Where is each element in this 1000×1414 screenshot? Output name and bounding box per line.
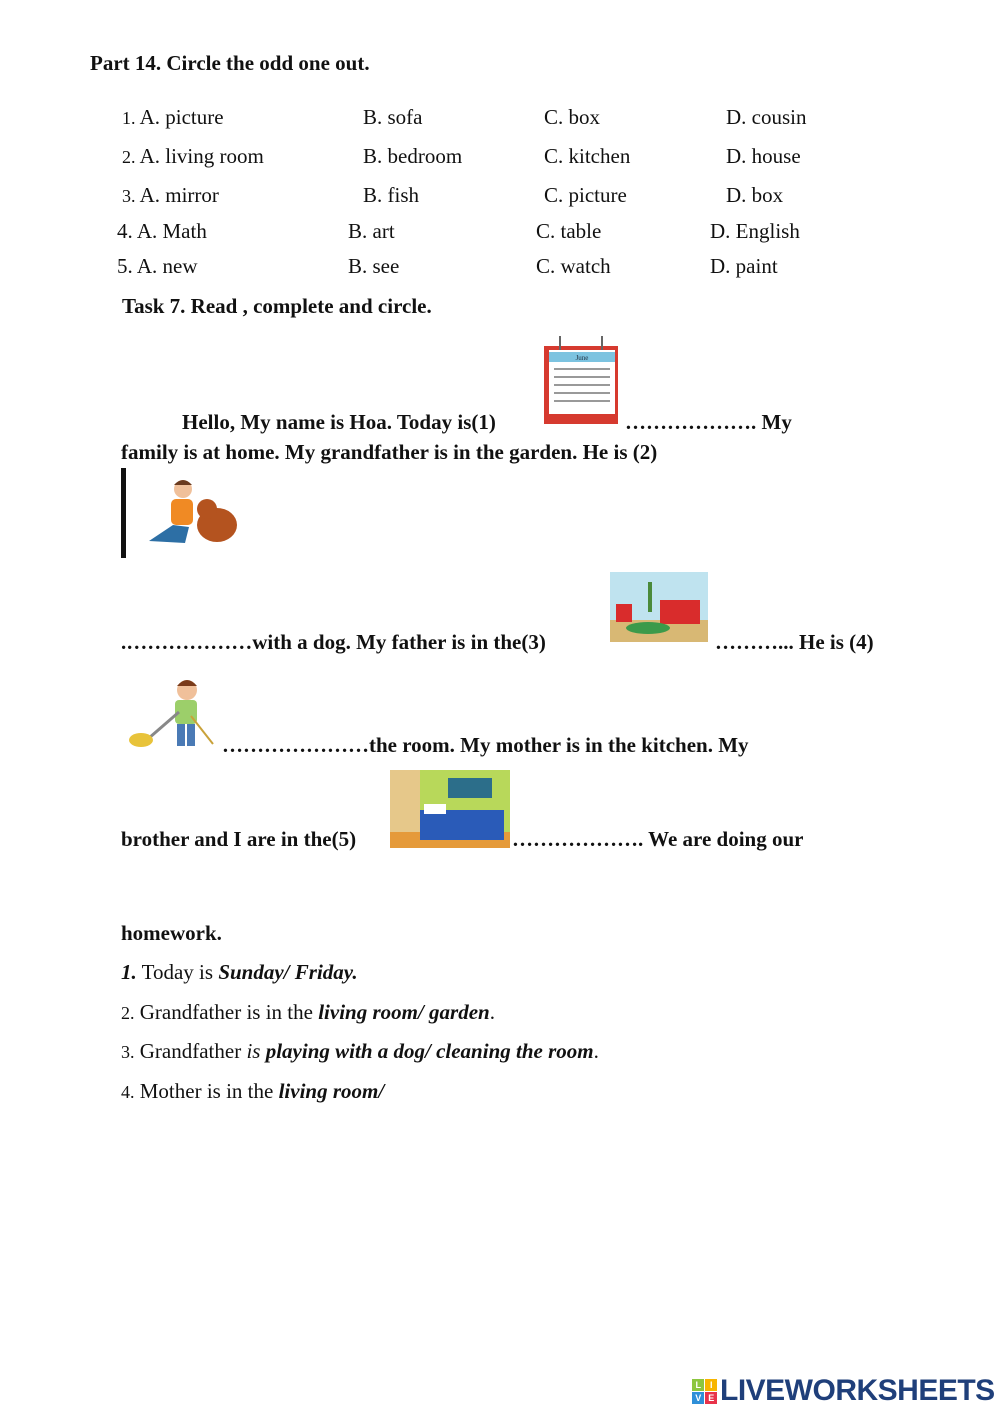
calendar-image bbox=[540, 336, 624, 428]
question-1 bbox=[121, 960, 358, 984]
option-a: A. mirror bbox=[139, 183, 219, 207]
logo-letter: V bbox=[692, 1392, 704, 1404]
question-number: 1. bbox=[121, 960, 137, 984]
row-number: 1. bbox=[122, 108, 136, 128]
question-number: 4. bbox=[121, 1082, 135, 1102]
passage-line-6: homework. bbox=[121, 921, 222, 945]
passage-line-5a: brother and I are in the(5) bbox=[121, 827, 357, 851]
question-text: Grandfather bbox=[139, 1039, 242, 1063]
row-number: 3. bbox=[122, 186, 136, 206]
passage-line-4: …………………the room. My mother is in the kitchen. My bbox=[222, 733, 749, 757]
liveworksheets-logo bbox=[692, 1374, 995, 1408]
passage-line-3a: .………………with a dog. My father is in the(3) bbox=[121, 630, 546, 654]
option-a: A. picture bbox=[139, 105, 224, 129]
answer-choices[interactable]: Sunday/ Friday. bbox=[218, 960, 358, 984]
row-number: 2. bbox=[122, 147, 136, 167]
question-end: . bbox=[593, 1039, 599, 1063]
answer-choices[interactable]: living room/ garden bbox=[318, 1000, 490, 1024]
part14-title: Part 14. Circle the odd one out. bbox=[90, 51, 370, 75]
option-b: B. bedroom bbox=[363, 144, 463, 168]
answer-choices[interactable]: playing with a dog/ cleaning the room bbox=[265, 1039, 594, 1063]
task7-title: Task 7. Read , complete and circle. bbox=[122, 294, 432, 318]
option-b: B. fish bbox=[363, 183, 420, 207]
question-end: . bbox=[489, 1000, 495, 1024]
calendar-month: June bbox=[575, 354, 589, 362]
logo-letter: L bbox=[692, 1379, 704, 1391]
option-b: B. art bbox=[348, 219, 395, 243]
option-a: A. Math bbox=[136, 219, 207, 243]
option-a: A. new bbox=[136, 254, 198, 278]
passage-line-1a: Hello, My name is Hoa. Today is(1) bbox=[182, 410, 496, 434]
row-number: 5. bbox=[117, 254, 133, 278]
man-playing-with-dog-image bbox=[145, 475, 245, 548]
option-d: D. paint bbox=[710, 254, 778, 278]
question-2 bbox=[121, 1000, 495, 1025]
living-room-image bbox=[610, 572, 708, 642]
question-verb: is bbox=[246, 1039, 261, 1063]
option-d: D. English bbox=[710, 219, 800, 243]
option-c: C. picture bbox=[544, 183, 627, 207]
option-b: B. sofa bbox=[363, 105, 423, 129]
row-number: 4. bbox=[117, 219, 133, 243]
option-c: C. watch bbox=[536, 254, 611, 278]
question-text: Mother is in the bbox=[139, 1079, 274, 1103]
logo-letter: E bbox=[705, 1392, 717, 1404]
passage-line-1b: ………………. My bbox=[625, 410, 792, 434]
option-c: C. table bbox=[536, 219, 602, 243]
option-d: D. box bbox=[726, 183, 784, 207]
option-b: B. see bbox=[348, 254, 400, 278]
boy-vacuuming-image bbox=[125, 676, 215, 750]
bedroom-image bbox=[390, 770, 510, 848]
question-number: 3. bbox=[121, 1042, 135, 1062]
question-4 bbox=[121, 1079, 384, 1104]
option-d: D. cousin bbox=[726, 105, 807, 129]
passage-line-5b: ………………. We are doing our bbox=[512, 827, 804, 851]
question-3 bbox=[121, 1039, 599, 1064]
answer-choices[interactable]: living room/ bbox=[278, 1079, 385, 1103]
question-text: Grandfather is in the bbox=[139, 1000, 313, 1024]
option-a: A. living room bbox=[139, 144, 264, 168]
logo-text: LIVEWORKSHEETS bbox=[720, 1374, 995, 1407]
option-c: C. kitchen bbox=[544, 144, 631, 168]
passage-line-3b: ………... He is (4) bbox=[715, 630, 874, 654]
question-text: Today is bbox=[141, 960, 214, 984]
passage-line-2: family is at home. My grandfather is in the garden. He is (2) bbox=[121, 440, 658, 464]
question-number: 2. bbox=[121, 1003, 135, 1023]
logo-icon bbox=[692, 1379, 717, 1404]
option-d: D. house bbox=[726, 144, 801, 168]
text-cursor-bar bbox=[121, 468, 126, 558]
logo-letter: I bbox=[705, 1379, 717, 1391]
option-c: C. box bbox=[544, 105, 601, 129]
